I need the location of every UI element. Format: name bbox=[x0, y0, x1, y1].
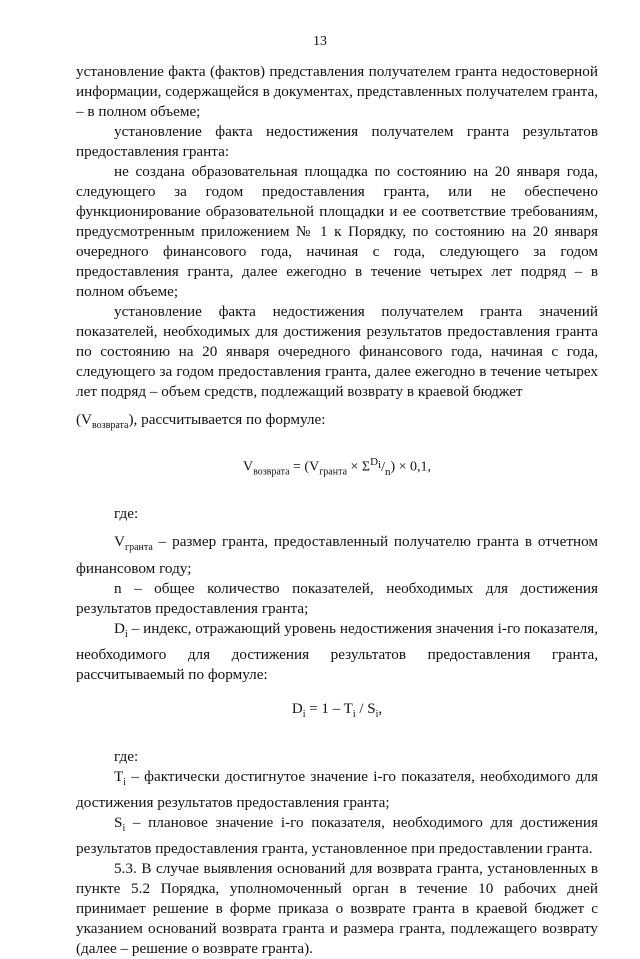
paragraph-5-3: 5.3. В случае выявления оснований для возврата гранта, установленных в пункте 5.2 Порядка, уполномоченный орган в течение 10 рабочих дней принимает решение в форме приказа о возврате гранта в краевой бюджет с указанием оснований возврата гранта и размера гранта, подлежащего возврату (далее – решение о возврате гранта). bbox=[76, 859, 598, 957]
formula-equals: = bbox=[289, 459, 305, 475]
f2-t-sub: i bbox=[352, 708, 356, 720]
def-v: V bbox=[114, 533, 125, 551]
f2-div: / S bbox=[355, 700, 376, 717]
f2-mid: = 1 – T bbox=[305, 700, 353, 717]
paragraph-1: установление факта (фактов) представления получателем гранта недостоверной информации, содержащейся в документах, представленных получателем гранта, – в полном объеме; bbox=[76, 63, 598, 120]
def-t: T bbox=[114, 767, 124, 785]
formula-refund bbox=[76, 452, 598, 482]
page-number: 13 bbox=[313, 34, 327, 49]
def-v-text: – размер гранта, предоставленный получателю гранта в отчетном финансовом году; bbox=[76, 533, 598, 577]
where-label-1: где: bbox=[114, 505, 139, 523]
frac-num-sub: i bbox=[378, 459, 382, 472]
f2-d-sub: i bbox=[302, 708, 306, 720]
f2-s-sub: i bbox=[375, 708, 379, 720]
def-d: D bbox=[114, 619, 125, 637]
definition-v-grant bbox=[76, 532, 598, 578]
formula-v-sub: возврата bbox=[253, 466, 290, 478]
paragraph-2: установление факта недостижения получателем гранта результатов предоставления гранта: bbox=[76, 123, 598, 160]
def-d-text: – индекс, отражающий уровень недостижения значения i-го показателя, необходимого для достижения результатов предоставления гранта, рассчитываемый по формуле: bbox=[76, 619, 598, 683]
def-t-sub: i bbox=[123, 776, 127, 788]
f2-end: , bbox=[378, 700, 383, 717]
def-s-sub: i bbox=[122, 822, 126, 834]
def-s-text: – плановое значение i-го показателя, необходимого для достижения результатов предоставления гранта, установленное при предоставлении гранта. bbox=[76, 813, 598, 857]
formula-sigma: × Σ bbox=[347, 459, 371, 475]
paragraph-5-rest: ), рассчитывается по формуле: bbox=[128, 411, 326, 428]
formula-grant-sub: гранта bbox=[319, 466, 348, 478]
definition-n: n – общее количество показателей, необходимых для достижения результатов предоставления гранта; bbox=[76, 579, 598, 617]
frac-den: n bbox=[384, 465, 391, 478]
def-t-text: – фактически достигнутое значение i-го показателя, необходимого для достижения результатов предоставления гранта; bbox=[76, 767, 598, 811]
definition-di bbox=[76, 619, 598, 685]
definition-ti bbox=[76, 767, 598, 813]
paragraph-5 bbox=[76, 410, 598, 436]
frac-slash: / bbox=[381, 459, 385, 475]
definition-si bbox=[76, 813, 598, 859]
f2-d: D bbox=[291, 700, 303, 717]
paragraph-4: установление факта недостижения получателем гранта значений показателей, необходимых для достижения результатов предоставления гранта по состоянию на 20 января очередного финансового года, начиная с года, следующего за годом предоставления гранта, далее ежегодно в течение четырех лет подряд – объем средств, подлежащий возврату в краевой бюджет bbox=[76, 303, 598, 400]
formula-open: (V bbox=[304, 459, 320, 475]
def-v-sub: гранта bbox=[124, 542, 153, 554]
formula-v: V bbox=[242, 459, 254, 475]
frac-num: D bbox=[370, 456, 379, 469]
formula-fraction bbox=[370, 456, 391, 478]
paragraph-3: не создана образовательная площадка по состоянию на 20 января года, следующего за годом предоставления гранта, или не обеспечено функционирование образовательной площадки и ее соответствие требованиям, предусмотренным приложением № 1 к Порядку, по состоянию на 20 января очередного финансового года, начиная с года, следующего за годом предоставления гранта, далее ежегодно в течение четырех лет подряд – в полном объеме; bbox=[76, 163, 598, 300]
v-subscript: возврата bbox=[92, 420, 129, 432]
formula-di bbox=[76, 699, 598, 725]
where-label-2: где: bbox=[114, 747, 139, 765]
document-body bbox=[76, 62, 598, 959]
def-s: S bbox=[114, 813, 123, 831]
def-d-sub: i bbox=[124, 628, 128, 640]
formula-tail: ) × 0,1, bbox=[390, 459, 432, 475]
v-symbol: (V bbox=[76, 411, 93, 428]
